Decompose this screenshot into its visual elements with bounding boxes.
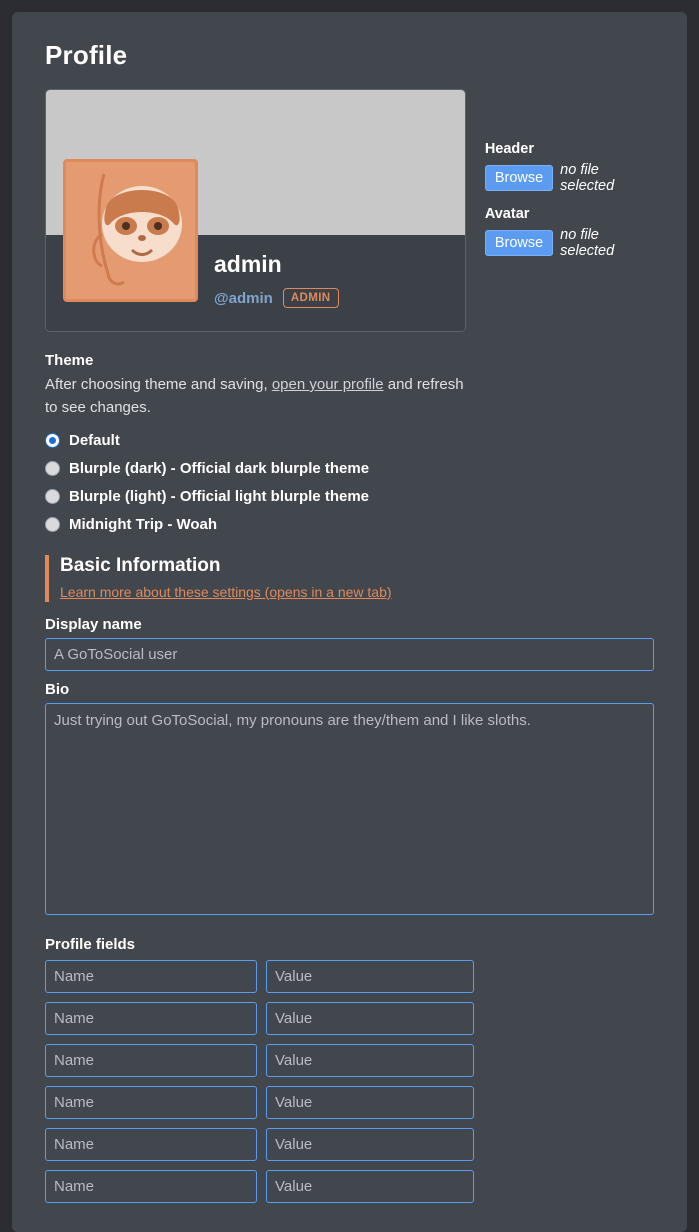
theme-option-label: Default — [69, 431, 120, 449]
profile-field-value-input[interactable] — [266, 1002, 474, 1035]
theme-description-before: After choosing theme and saving, — [45, 376, 272, 393]
basic-information-title: Basic Information — [60, 554, 221, 576]
profile-field-name-input[interactable] — [45, 1170, 257, 1203]
theme-description-after: and refresh to see changes. — [45, 376, 464, 417]
avatar-image-preview — [63, 159, 198, 302]
profile-field-name-input[interactable] — [45, 1044, 257, 1077]
header-upload-label: Header — [484, 141, 534, 157]
profile-field-row — [45, 1086, 654, 1119]
profile-handle-row — [214, 288, 339, 308]
profile-field-value-input[interactable] — [266, 1086, 474, 1119]
theme-option-default[interactable] — [45, 432, 654, 449]
profile-handle: @admin — [214, 289, 273, 307]
theme-option-blurple-light[interactable] — [45, 488, 654, 505]
avatar-upload-block — [485, 206, 654, 259]
profile-field-name-input[interactable] — [45, 1128, 257, 1161]
theme-section-label: Theme — [45, 352, 94, 369]
radio-icon[interactable] — [45, 461, 60, 476]
profile-settings-panel — [12, 12, 687, 1232]
profile-field-row — [45, 960, 654, 993]
sloth-avatar-icon — [66, 162, 195, 299]
theme-option-label: Blurple (dark) - Official dark blurple theme — [69, 459, 370, 477]
profile-fields-label: Profile fields — [45, 935, 136, 953]
header-browse-button[interactable]: Browse — [485, 165, 553, 191]
avatar-file-status: no file selected — [560, 227, 615, 259]
profile-field-name-input[interactable] — [45, 1002, 257, 1035]
profile-preview-row — [45, 89, 654, 332]
profile-field-value-input[interactable] — [266, 1170, 474, 1203]
file-upload-group — [485, 89, 654, 271]
radio-icon[interactable] — [45, 433, 60, 448]
admin-badge: ADMIN — [283, 288, 339, 308]
display-name-label: Display name — [45, 615, 142, 633]
profile-display-name: admin — [214, 251, 282, 277]
learn-more-link[interactable]: Learn more about these settings (opens in a new tab) — [60, 583, 392, 600]
profile-field-row — [45, 1002, 654, 1035]
profile-field-name-input[interactable] — [45, 960, 257, 993]
profile-field-row — [45, 1044, 654, 1077]
profile-card-lower — [46, 235, 465, 331]
theme-description — [45, 373, 475, 420]
radio-icon[interactable] — [45, 517, 60, 532]
profile-preview-card — [45, 89, 466, 332]
bio-label: Bio — [45, 680, 70, 698]
profile-name-block — [214, 251, 339, 308]
profile-field-name-input[interactable] — [45, 1086, 257, 1119]
profile-field-value-input[interactable] — [266, 1128, 474, 1161]
theme-option-blurple-dark[interactable] — [45, 460, 654, 477]
header-upload-block — [485, 141, 654, 194]
header-file-status: no file selected — [560, 162, 615, 194]
profile-field-value-input[interactable] — [266, 960, 474, 993]
theme-option-midnight-trip[interactable] — [45, 516, 654, 533]
open-your-profile-link[interactable]: open your profile — [271, 376, 384, 393]
avatar-upload-label: Avatar — [484, 206, 530, 222]
basic-information-block — [45, 555, 654, 602]
display-name-input[interactable] — [45, 638, 654, 671]
radio-icon[interactable] — [45, 489, 60, 504]
theme-option-label: Blurple (light) - Official light blurple theme — [69, 487, 369, 505]
avatar-browse-button[interactable]: Browse — [485, 230, 553, 256]
page-title: Profile — [45, 40, 128, 70]
avatar-upload-row — [485, 227, 654, 259]
bio-textarea[interactable] — [45, 703, 654, 915]
theme-option-label: Midnight Trip - Woah — [69, 515, 218, 533]
profile-field-row — [45, 1170, 654, 1203]
profile-field-value-input[interactable] — [266, 1044, 474, 1077]
header-upload-row — [485, 162, 654, 194]
profile-field-row — [45, 1128, 654, 1161]
